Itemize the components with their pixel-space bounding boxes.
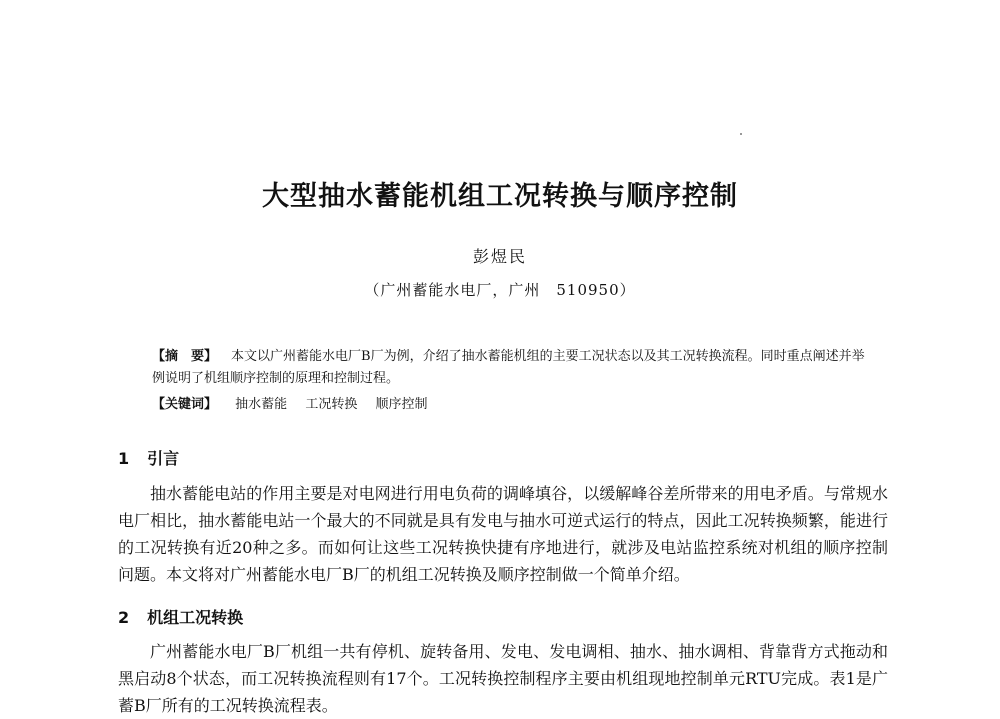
keyword: 抽水蓄能 (235, 397, 288, 412)
abstract (152, 346, 872, 390)
section-paragraph-mode-conversion: 广州蓄能水电厂B厂机组一共有停机、旋转备用、发电、发电调相、抽水、抽水调相、背靠背方式拖动和黑启动8个状态，而工况转换流程则有17个。工况转换控制程序主要由机组现地控制单元RTU完成。表1是广蓄B厂所有的工况转换流程表。 (118, 642, 888, 715)
keyword: 工况转换 (305, 397, 358, 412)
section-title: 引言 (147, 449, 180, 468)
section-number: 1 (118, 449, 130, 468)
keywords (152, 394, 872, 416)
abstract-text: 本文以广州蓄能水电厂B厂为例，介绍了抽水蓄能机组的主要工况状态以及其工况转换流程。同时重点阐述并举例说明了机组顺序控制的原理和控制过程。 (152, 349, 865, 386)
keywords-label: 【关键词】 (152, 397, 218, 412)
author-name: 彭煜民 (472, 247, 527, 266)
section-number: 2 (118, 608, 130, 627)
section-heading-introduction (118, 446, 179, 469)
author-affiliation: （广州蓄能水电厂，广州 510950） (364, 281, 636, 299)
paper-title: 大型抽水蓄能机组工况转换与顺序控制 (262, 181, 738, 212)
section-heading-mode-conversion (118, 605, 243, 628)
section-paragraph-introduction: 抽水蓄能电站的作用主要是对电网进行用电负荷的调峰填谷，以缓解峰谷差所带来的用电矛盾。与常规水电厂相比，抽水蓄能电站一个最大的不同就是具有发电与抽水可逆式运行的特点，因此工况转换频繁，能进行的工况转换有近20种之多。而如何让这些工况转换快捷有序地进行，就涉及电站监控系统对机组的顺序控制问题。本文将对广州蓄能水电厂B厂的机组工况转换及顺序控制做一个简单介绍。 (118, 484, 888, 584)
abstract-label: 【摘 要】 (152, 349, 218, 364)
section-title: 机组工况转换 (147, 608, 244, 627)
keyword: 顺序控制 (375, 397, 428, 412)
scan-artifact (740, 133, 742, 135)
